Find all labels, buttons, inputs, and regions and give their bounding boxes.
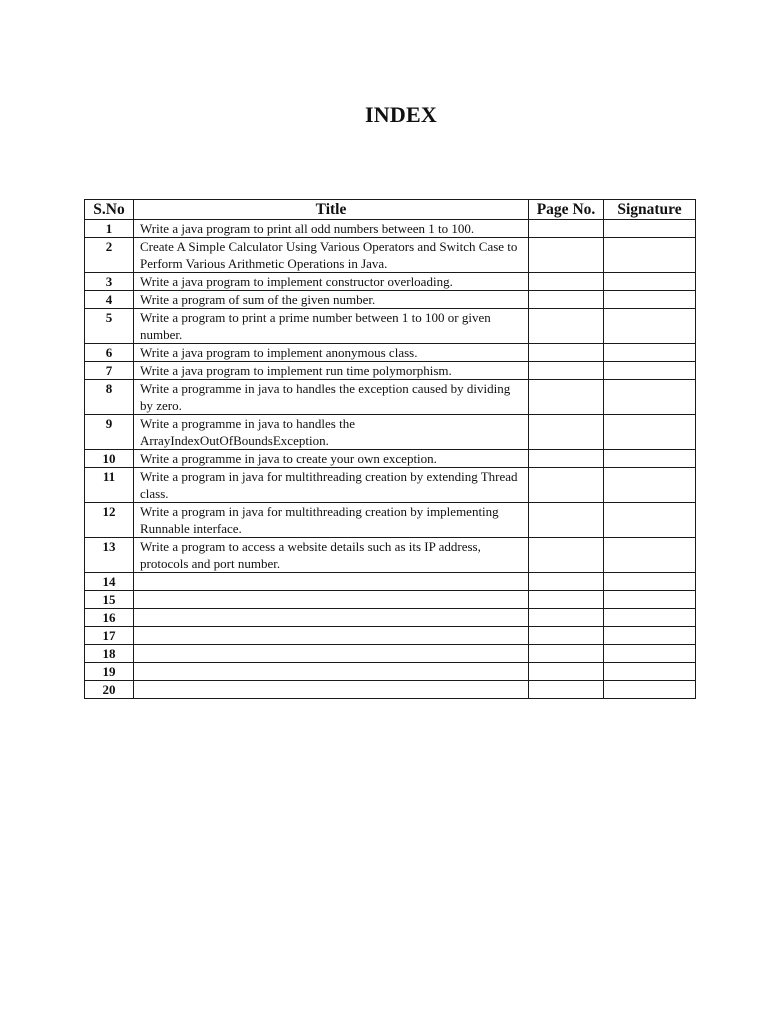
table-row [85, 573, 696, 591]
row-page-no [529, 681, 604, 699]
row-signature [604, 291, 696, 309]
row-page-no [529, 645, 604, 663]
table-row [85, 344, 696, 362]
row-signature [604, 627, 696, 645]
table-row [85, 591, 696, 609]
row-page-no [529, 627, 604, 645]
row-page-no [529, 503, 604, 538]
row-title [134, 609, 529, 627]
row-title: Write a program to print a prime number between 1 to 100 or given number. [134, 309, 529, 344]
table-row [85, 309, 696, 344]
row-page-no [529, 415, 604, 450]
row-page-no [529, 663, 604, 681]
row-signature [604, 220, 696, 238]
page-title: INDEX [365, 102, 437, 127]
header-signature: Signature [604, 200, 696, 220]
row-signature [604, 415, 696, 450]
table-row [85, 681, 696, 699]
row-sno: 20 [85, 681, 134, 699]
table-row [85, 663, 696, 681]
row-sno: 18 [85, 645, 134, 663]
header-sno: S.No [85, 200, 134, 220]
table-row [85, 468, 696, 503]
row-sno: 8 [85, 380, 134, 415]
index-table [84, 199, 696, 699]
row-title [134, 573, 529, 591]
row-page-no [529, 362, 604, 380]
table-row [85, 238, 696, 273]
row-title [134, 591, 529, 609]
row-page-no [529, 573, 604, 591]
row-sno: 15 [85, 591, 134, 609]
table-row [85, 415, 696, 450]
table-row [85, 645, 696, 663]
row-sno: 3 [85, 273, 134, 291]
row-sno: 10 [85, 450, 134, 468]
row-sno: 11 [85, 468, 134, 503]
row-signature [604, 362, 696, 380]
row-page-no [529, 220, 604, 238]
row-title: Write a java program to implement anonymous class. [134, 344, 529, 362]
row-page-no [529, 238, 604, 273]
row-sno: 4 [85, 291, 134, 309]
row-sno: 6 [85, 344, 134, 362]
table-row [85, 380, 696, 415]
row-title [134, 627, 529, 645]
row-page-no [529, 468, 604, 503]
row-signature [604, 380, 696, 415]
table-row [85, 609, 696, 627]
table-header-row [85, 200, 696, 220]
row-signature [604, 273, 696, 291]
table-row [85, 220, 696, 238]
table-row [85, 538, 696, 573]
row-sno: 17 [85, 627, 134, 645]
row-page-no [529, 344, 604, 362]
row-signature [604, 450, 696, 468]
row-page-no [529, 538, 604, 573]
row-signature [604, 573, 696, 591]
row-title: Write a program of sum of the given number. [134, 291, 529, 309]
row-title: Write a program in java for multithreading creation by extending Thread class. [134, 468, 529, 503]
row-page-no [529, 591, 604, 609]
row-sno: 5 [85, 309, 134, 344]
row-title: Write a programme in java to create your own exception. [134, 450, 529, 468]
row-page-no [529, 380, 604, 415]
row-signature [604, 645, 696, 663]
row-title [134, 645, 529, 663]
row-title [134, 663, 529, 681]
row-signature [604, 681, 696, 699]
row-title: Write a java program to implement run time polymorphism. [134, 362, 529, 380]
row-sno: 1 [85, 220, 134, 238]
row-title: Write a java program to print all odd numbers between 1 to 100. [134, 220, 529, 238]
row-title: Create A Simple Calculator Using Various Operators and Switch Case to Perform Various Arithmetic Operations in Java. [134, 238, 529, 273]
row-signature [604, 468, 696, 503]
row-signature [604, 238, 696, 273]
row-signature [604, 538, 696, 573]
row-sno: 7 [85, 362, 134, 380]
row-sno: 16 [85, 609, 134, 627]
row-sno: 19 [85, 663, 134, 681]
table-row [85, 362, 696, 380]
row-signature [604, 591, 696, 609]
row-page-no [529, 609, 604, 627]
row-sno: 13 [85, 538, 134, 573]
row-title: Write a program to access a website details such as its IP address, protocols and port number. [134, 538, 529, 573]
header-title: Title [134, 200, 529, 220]
row-title: Write a program in java for multithreading creation by implementing Runnable interface. [134, 503, 529, 538]
row-signature [604, 344, 696, 362]
table-row [85, 503, 696, 538]
header-page-no: Page No. [529, 200, 604, 220]
row-sno: 12 [85, 503, 134, 538]
row-signature [604, 663, 696, 681]
row-title: Write a java program to implement constructor overloading. [134, 273, 529, 291]
table-row [85, 273, 696, 291]
row-sno: 9 [85, 415, 134, 450]
table-row [85, 450, 696, 468]
row-page-no [529, 291, 604, 309]
row-title [134, 681, 529, 699]
row-signature [604, 609, 696, 627]
row-signature [604, 309, 696, 344]
row-sno: 2 [85, 238, 134, 273]
row-page-no [529, 273, 604, 291]
row-signature [604, 503, 696, 538]
row-page-no [529, 450, 604, 468]
row-sno: 14 [85, 573, 134, 591]
row-page-no [529, 309, 604, 344]
row-title: Write a programme in java to handles the ArrayIndexOutOfBoundsException. [134, 415, 529, 450]
row-title: Write a programme in java to handles the exception caused by dividing by zero. [134, 380, 529, 415]
table-row [85, 627, 696, 645]
table-row [85, 291, 696, 309]
